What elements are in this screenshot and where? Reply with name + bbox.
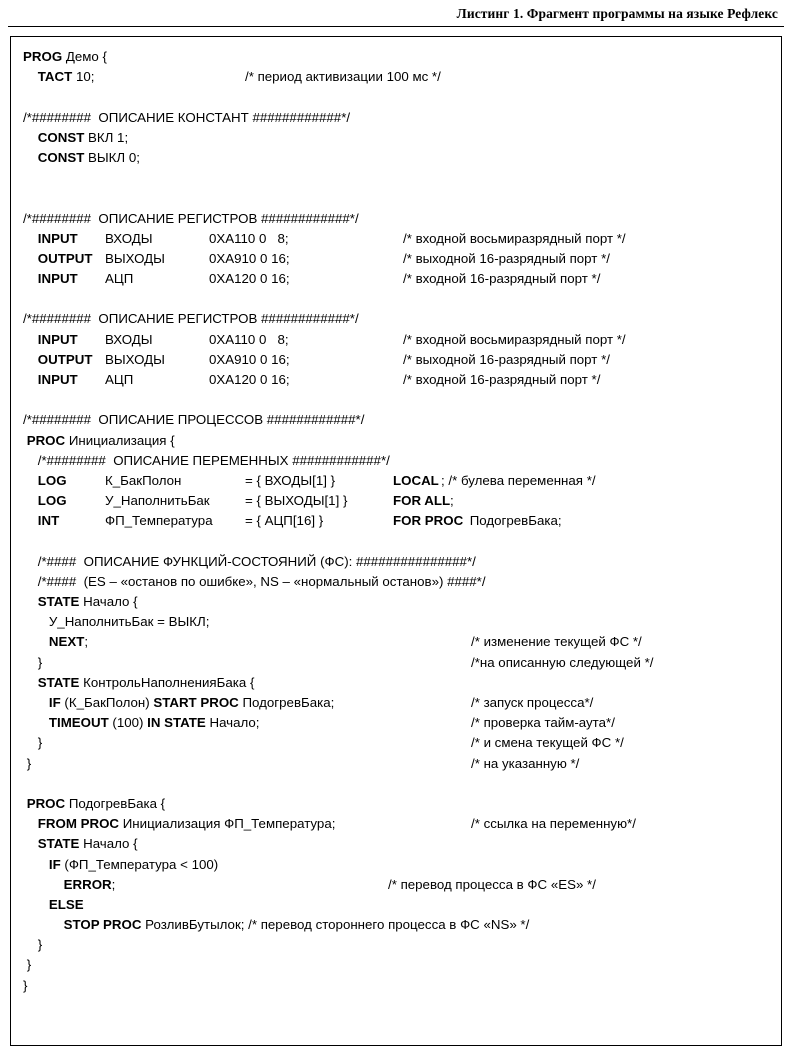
code-line xyxy=(23,915,773,935)
code-text: } xyxy=(23,755,32,771)
code-text: /* выходной 16-разрядный порт */ xyxy=(403,351,610,367)
code-text: ; xyxy=(450,493,454,509)
code-line xyxy=(23,693,773,713)
code-text: КонтрольНаполненияБака { xyxy=(79,674,255,690)
code-text: /* ссылка на переменную*/ xyxy=(471,816,636,832)
code-keyword: STATE xyxy=(37,674,80,690)
code-text: /*######## ОПИСАНИЕ ПРОЦЕССОВ ############*/ xyxy=(23,412,365,428)
code-text xyxy=(23,352,38,367)
code-text xyxy=(23,715,49,730)
code-text: /* на указанную */ xyxy=(471,755,580,771)
code-text xyxy=(23,372,38,387)
code-keyword: FOR PROC xyxy=(393,513,464,529)
code-text xyxy=(23,675,38,690)
code-line xyxy=(23,875,773,895)
code-text: } xyxy=(23,735,43,751)
code-keyword: INT xyxy=(37,513,60,529)
code-text: Инициализация ФП_Температура; xyxy=(119,816,336,832)
code-keyword: START PROC xyxy=(153,695,239,710)
code-text: /* и смена текущей ФС */ xyxy=(471,735,624,751)
code-text: /* период активизации 100 мс */ xyxy=(245,69,441,85)
code-keyword: LOG xyxy=(37,472,67,488)
code-text: } xyxy=(23,937,43,953)
code-text: /*#### (ES – «останов по ошибке», NS – «нормальный останов») ####*/ xyxy=(23,573,486,589)
code-text: Инициализация { xyxy=(65,432,175,448)
code-text: /*######## ОПИСАНИЕ РЕГИСТРОВ ############*/ xyxy=(23,311,359,327)
code-text: Начало { xyxy=(79,594,138,610)
code-text: ФП_Температура xyxy=(105,513,213,529)
code-text: ; xyxy=(111,876,116,892)
code-text: АЦП xyxy=(105,372,134,387)
code-line xyxy=(23,713,773,733)
code-line xyxy=(23,491,773,511)
code-line xyxy=(23,511,773,531)
code-text: ВЫХОДЫ xyxy=(105,250,165,266)
code-text: ; xyxy=(84,634,89,650)
code-keyword: TACT xyxy=(37,69,73,85)
code-line xyxy=(23,895,773,915)
code-text: 0XA120 0 16; xyxy=(209,372,290,387)
code-text: ; /* булева переменная */ xyxy=(441,472,596,488)
code-text xyxy=(23,473,38,488)
code-text: /* изменение текущей ФС */ xyxy=(471,634,642,650)
code-text: /*######## ОПИСАНИЕ КОНСТАНТ ############*/ xyxy=(23,109,351,125)
code-text xyxy=(23,271,38,286)
code-text xyxy=(23,332,38,347)
code-text: РозливБутылок; /* перевод стороннего процесса в ФС «NS» */ xyxy=(141,917,530,933)
code-line xyxy=(23,532,773,552)
code-keyword: IF xyxy=(48,695,61,710)
code-text xyxy=(23,150,38,165)
code-keyword: STATE xyxy=(37,836,80,852)
code-text xyxy=(23,231,38,246)
code-keyword: STATE xyxy=(37,594,80,610)
code-text xyxy=(23,493,38,508)
code-line xyxy=(23,128,773,148)
code-keyword: CONST xyxy=(37,129,85,145)
code-text: (100) xyxy=(108,715,148,731)
code-text xyxy=(23,695,49,710)
code-keyword: PROC xyxy=(26,795,66,811)
code-text: /*#### ОПИСАНИЕ ФУНКЦИЙ-СОСТОЯНИЙ (ФС): ###############*/ xyxy=(23,553,476,569)
code-keyword: LOCAL xyxy=(393,472,439,488)
code-text: У_НаполнитьБак xyxy=(105,493,210,509)
code-text: ПодогревБака { xyxy=(65,795,166,811)
code-text: /* выходной 16-разрядный порт */ xyxy=(403,250,610,266)
code-text: ВЫКЛ 0; xyxy=(84,149,140,165)
code-keyword: OUTPUT xyxy=(37,351,93,367)
code-text: /* входной восьмиразрядный порт */ xyxy=(403,230,626,246)
code-line xyxy=(23,188,773,208)
code-text xyxy=(23,634,49,649)
code-line xyxy=(23,572,773,592)
code-text: ВХОДЫ xyxy=(105,331,153,347)
code-keyword: CONST xyxy=(37,149,85,165)
code-text: К_БакПолон xyxy=(105,472,182,488)
code-text: ВЫХОДЫ xyxy=(105,351,165,367)
code-text: /* запуск процесса*/ xyxy=(471,695,594,710)
code-line xyxy=(23,249,773,269)
code-keyword: INPUT xyxy=(37,331,78,347)
code-line xyxy=(23,148,773,168)
code-keyword: ERROR xyxy=(63,876,112,892)
code-text: 0XA910 0 16; xyxy=(209,351,290,367)
code-line xyxy=(23,935,773,955)
code-line xyxy=(23,431,773,451)
code-keyword: NEXT xyxy=(48,634,85,650)
code-text: /* входной 16-разрядный порт */ xyxy=(403,372,601,387)
code-keyword: LOG xyxy=(37,493,67,509)
code-line xyxy=(23,410,773,430)
code-keyword: STOP PROC xyxy=(63,917,142,933)
code-line xyxy=(23,370,773,390)
code-keyword: PROC xyxy=(26,432,66,448)
code-text: } xyxy=(23,654,43,670)
code-line xyxy=(23,390,773,410)
code-line xyxy=(23,108,773,128)
code-text xyxy=(23,816,38,831)
code-text xyxy=(23,594,38,609)
code-line xyxy=(23,350,773,370)
code-text: 0XA910 0 16; xyxy=(209,250,290,266)
code-line xyxy=(23,471,773,491)
code-line xyxy=(23,168,773,188)
code-line xyxy=(23,955,773,975)
code-text xyxy=(23,857,49,872)
code-keyword: INPUT xyxy=(37,230,78,246)
code-text xyxy=(23,836,38,851)
code-text: У_НаполнитьБак = ВЫКЛ; xyxy=(23,614,210,630)
code-text xyxy=(23,130,38,145)
code-text: = { ВЫХОДЫ[1] } xyxy=(245,493,348,509)
code-text xyxy=(23,251,38,266)
code-line xyxy=(23,774,773,794)
code-text: } xyxy=(23,977,28,993)
code-line xyxy=(23,653,773,673)
code-text: /* входной восьмиразрядный порт */ xyxy=(403,331,626,347)
code-text: АЦП xyxy=(105,271,134,287)
code-text: = { АЦП[16] } xyxy=(245,513,324,529)
code-line xyxy=(23,309,773,329)
code-line xyxy=(23,552,773,572)
code-text: (К_БакПолон) xyxy=(60,695,154,710)
code-listing-box xyxy=(10,36,782,1046)
code-keyword: ELSE xyxy=(48,896,84,912)
code-text: } xyxy=(23,957,32,973)
code-text: ПодогревБака; xyxy=(238,695,335,710)
code-line xyxy=(23,754,773,774)
code-text: = { ВХОДЫ[1] } xyxy=(245,472,336,488)
code-line xyxy=(23,451,773,471)
code-line xyxy=(23,289,773,309)
code-text: Начало; xyxy=(205,715,260,731)
code-keyword: OUTPUT xyxy=(37,250,93,266)
code-text xyxy=(23,917,64,932)
code-text: 0XA110 0 8; xyxy=(209,331,289,347)
code-text: ВКЛ 1; xyxy=(84,129,129,145)
code-line xyxy=(23,67,773,87)
code-text: /*######## ОПИСАНИЕ РЕГИСТРОВ ############*/ xyxy=(23,210,359,226)
code-line xyxy=(23,976,773,996)
code-text: Начало { xyxy=(79,836,138,852)
code-text: /* проверка тайм-аута*/ xyxy=(471,715,615,731)
code-text: /* входной 16-разрядный порт */ xyxy=(403,271,601,287)
code-line xyxy=(23,209,773,229)
code-keyword: IF xyxy=(48,856,61,872)
code-keyword: PROG xyxy=(23,49,63,64)
code-text: ВХОДЫ xyxy=(105,230,153,246)
code-keyword: TIMEOUT xyxy=(48,715,109,731)
code-line xyxy=(23,794,773,814)
code-line xyxy=(23,87,773,107)
code-line xyxy=(23,834,773,854)
code-keyword: IN STATE xyxy=(147,715,206,731)
code-text xyxy=(23,69,38,84)
code-line xyxy=(23,229,773,249)
code-line xyxy=(23,330,773,350)
code-line xyxy=(23,855,773,875)
code-line xyxy=(23,733,773,753)
code-text: /*на описанную следующей */ xyxy=(471,654,654,670)
code-line xyxy=(23,814,773,834)
code-text xyxy=(23,513,38,528)
code-text: (ФП_Температура < 100) xyxy=(60,856,219,872)
code-keyword: INPUT xyxy=(37,372,78,387)
code-line xyxy=(23,592,773,612)
caption-rule xyxy=(8,26,784,27)
code-text: /*######## ОПИСАНИЕ ПЕРЕМЕННЫХ ############*/ xyxy=(23,452,390,468)
code-keyword: INPUT xyxy=(37,271,78,287)
code-text: Демо { xyxy=(62,49,107,64)
code-text: /* перевод процесса в ФС «ES» */ xyxy=(388,876,596,892)
code-line xyxy=(23,47,773,67)
code-line xyxy=(23,673,773,693)
code-keyword: FROM PROC xyxy=(37,816,120,832)
code-text: 0XA120 0 16; xyxy=(209,271,290,287)
code-body xyxy=(23,47,773,996)
figure-caption: Листинг 1. Фрагмент программы на языке Рефлекс xyxy=(456,6,778,21)
code-line xyxy=(23,269,773,289)
code-line xyxy=(23,612,773,632)
code-line xyxy=(23,632,773,652)
code-text: 0XA110 0 8; xyxy=(209,230,289,246)
code-keyword: FOR ALL xyxy=(393,493,451,509)
code-text xyxy=(23,877,64,892)
code-text xyxy=(23,897,49,912)
code-text: 10; xyxy=(72,69,95,85)
code-text: ПодогревБака; xyxy=(466,513,562,529)
